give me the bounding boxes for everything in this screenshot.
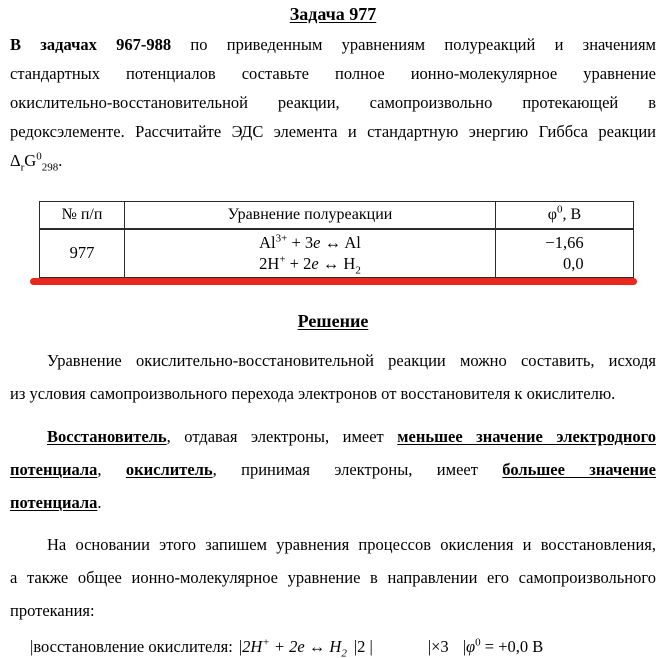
page-title: Задача 977 <box>289 4 377 24</box>
potential-values <box>545 232 583 274</box>
solution-paragraph-3 <box>10 528 656 627</box>
text-line: потенциала, окислитель, принимая электроны, имеет большее значение <box>10 460 656 479</box>
reduction-math: |2H+ + 2e ↔ $H_2$ <box>238 636 347 658</box>
half-reaction-equations-cell <box>125 229 496 278</box>
potential-al: −1,66 <box>545 233 584 253</box>
intro-bold-lead: В задачах 967-988 <box>10 35 172 54</box>
header-equation-column: Уравнение полуреакции <box>125 202 496 229</box>
potential-values-cell <box>496 229 634 278</box>
header-potential-column: $\varphi^0$, В <box>496 202 634 229</box>
text-line: протекания: <box>10 601 95 620</box>
reduction-equation-line <box>10 635 656 658</box>
solution-heading: Решение <box>297 311 369 331</box>
solution-paragraph-1 <box>10 344 656 410</box>
text-line: редоксэлементе. Рассчитайте ЭДС элемента и стандартную энергию Гиббса реакции <box>10 122 656 141</box>
text-line: из условия самопроизвольного перехода электронов от восстановителя к окислителю. <box>10 384 616 403</box>
text-line: окислительно-восстановительной реакции, самопроизвольно протекающей в <box>10 93 656 112</box>
potential-h2: 0,0 <box>562 254 584 274</box>
electron-count-column: |2 | <box>353 637 373 656</box>
solution-paragraph-2 <box>10 420 656 519</box>
table-header-row <box>40 202 634 229</box>
multiplier-column: |×3 <box>427 637 449 656</box>
text-line: а также общее ионно-молекулярное уравнение в направлении его самопроизвольного <box>10 568 656 587</box>
text-line: стандартных потенциалов составьте полное ионно-молекулярное уравнение <box>10 64 656 83</box>
potential-column: $|\varphi^0 = +0,0$ В <box>462 636 544 656</box>
half-reaction-table <box>39 201 634 278</box>
problem-number-cell: 977 <box>40 229 125 278</box>
header-number-column: № п/п <box>40 202 125 229</box>
gibbs-energy-formula: $\Delta_rG^0_{298}$. <box>10 150 63 174</box>
half-reaction-h2: 2H+ + 2e ↔ $H_2$ <box>259 253 361 277</box>
text-line: Восстановитель, отдавая электроны, имеет меньшее значение электродного <box>47 427 656 446</box>
red-underline-annotation <box>30 278 637 285</box>
reduction-label: восстановление окислителя: <box>33 637 233 656</box>
document-body <box>0 3 666 658</box>
system-bar: | <box>30 637 34 656</box>
text-line: В задачах 967-988 по приведенным уравнениям полуреакций и значениям <box>10 35 656 54</box>
text-line: потенциала. <box>10 493 102 512</box>
table-row <box>40 229 634 278</box>
half-reaction-al: $Al^{3+} + 3e$ ↔ Al <box>259 232 361 253</box>
text-line: На основании этого запишем уравнения процессов окисления и восстановления, <box>47 535 656 554</box>
intro-paragraph <box>10 30 656 175</box>
text-line: Уравнение окислительно-восстановительной реакции можно составить, исходя <box>47 351 656 370</box>
